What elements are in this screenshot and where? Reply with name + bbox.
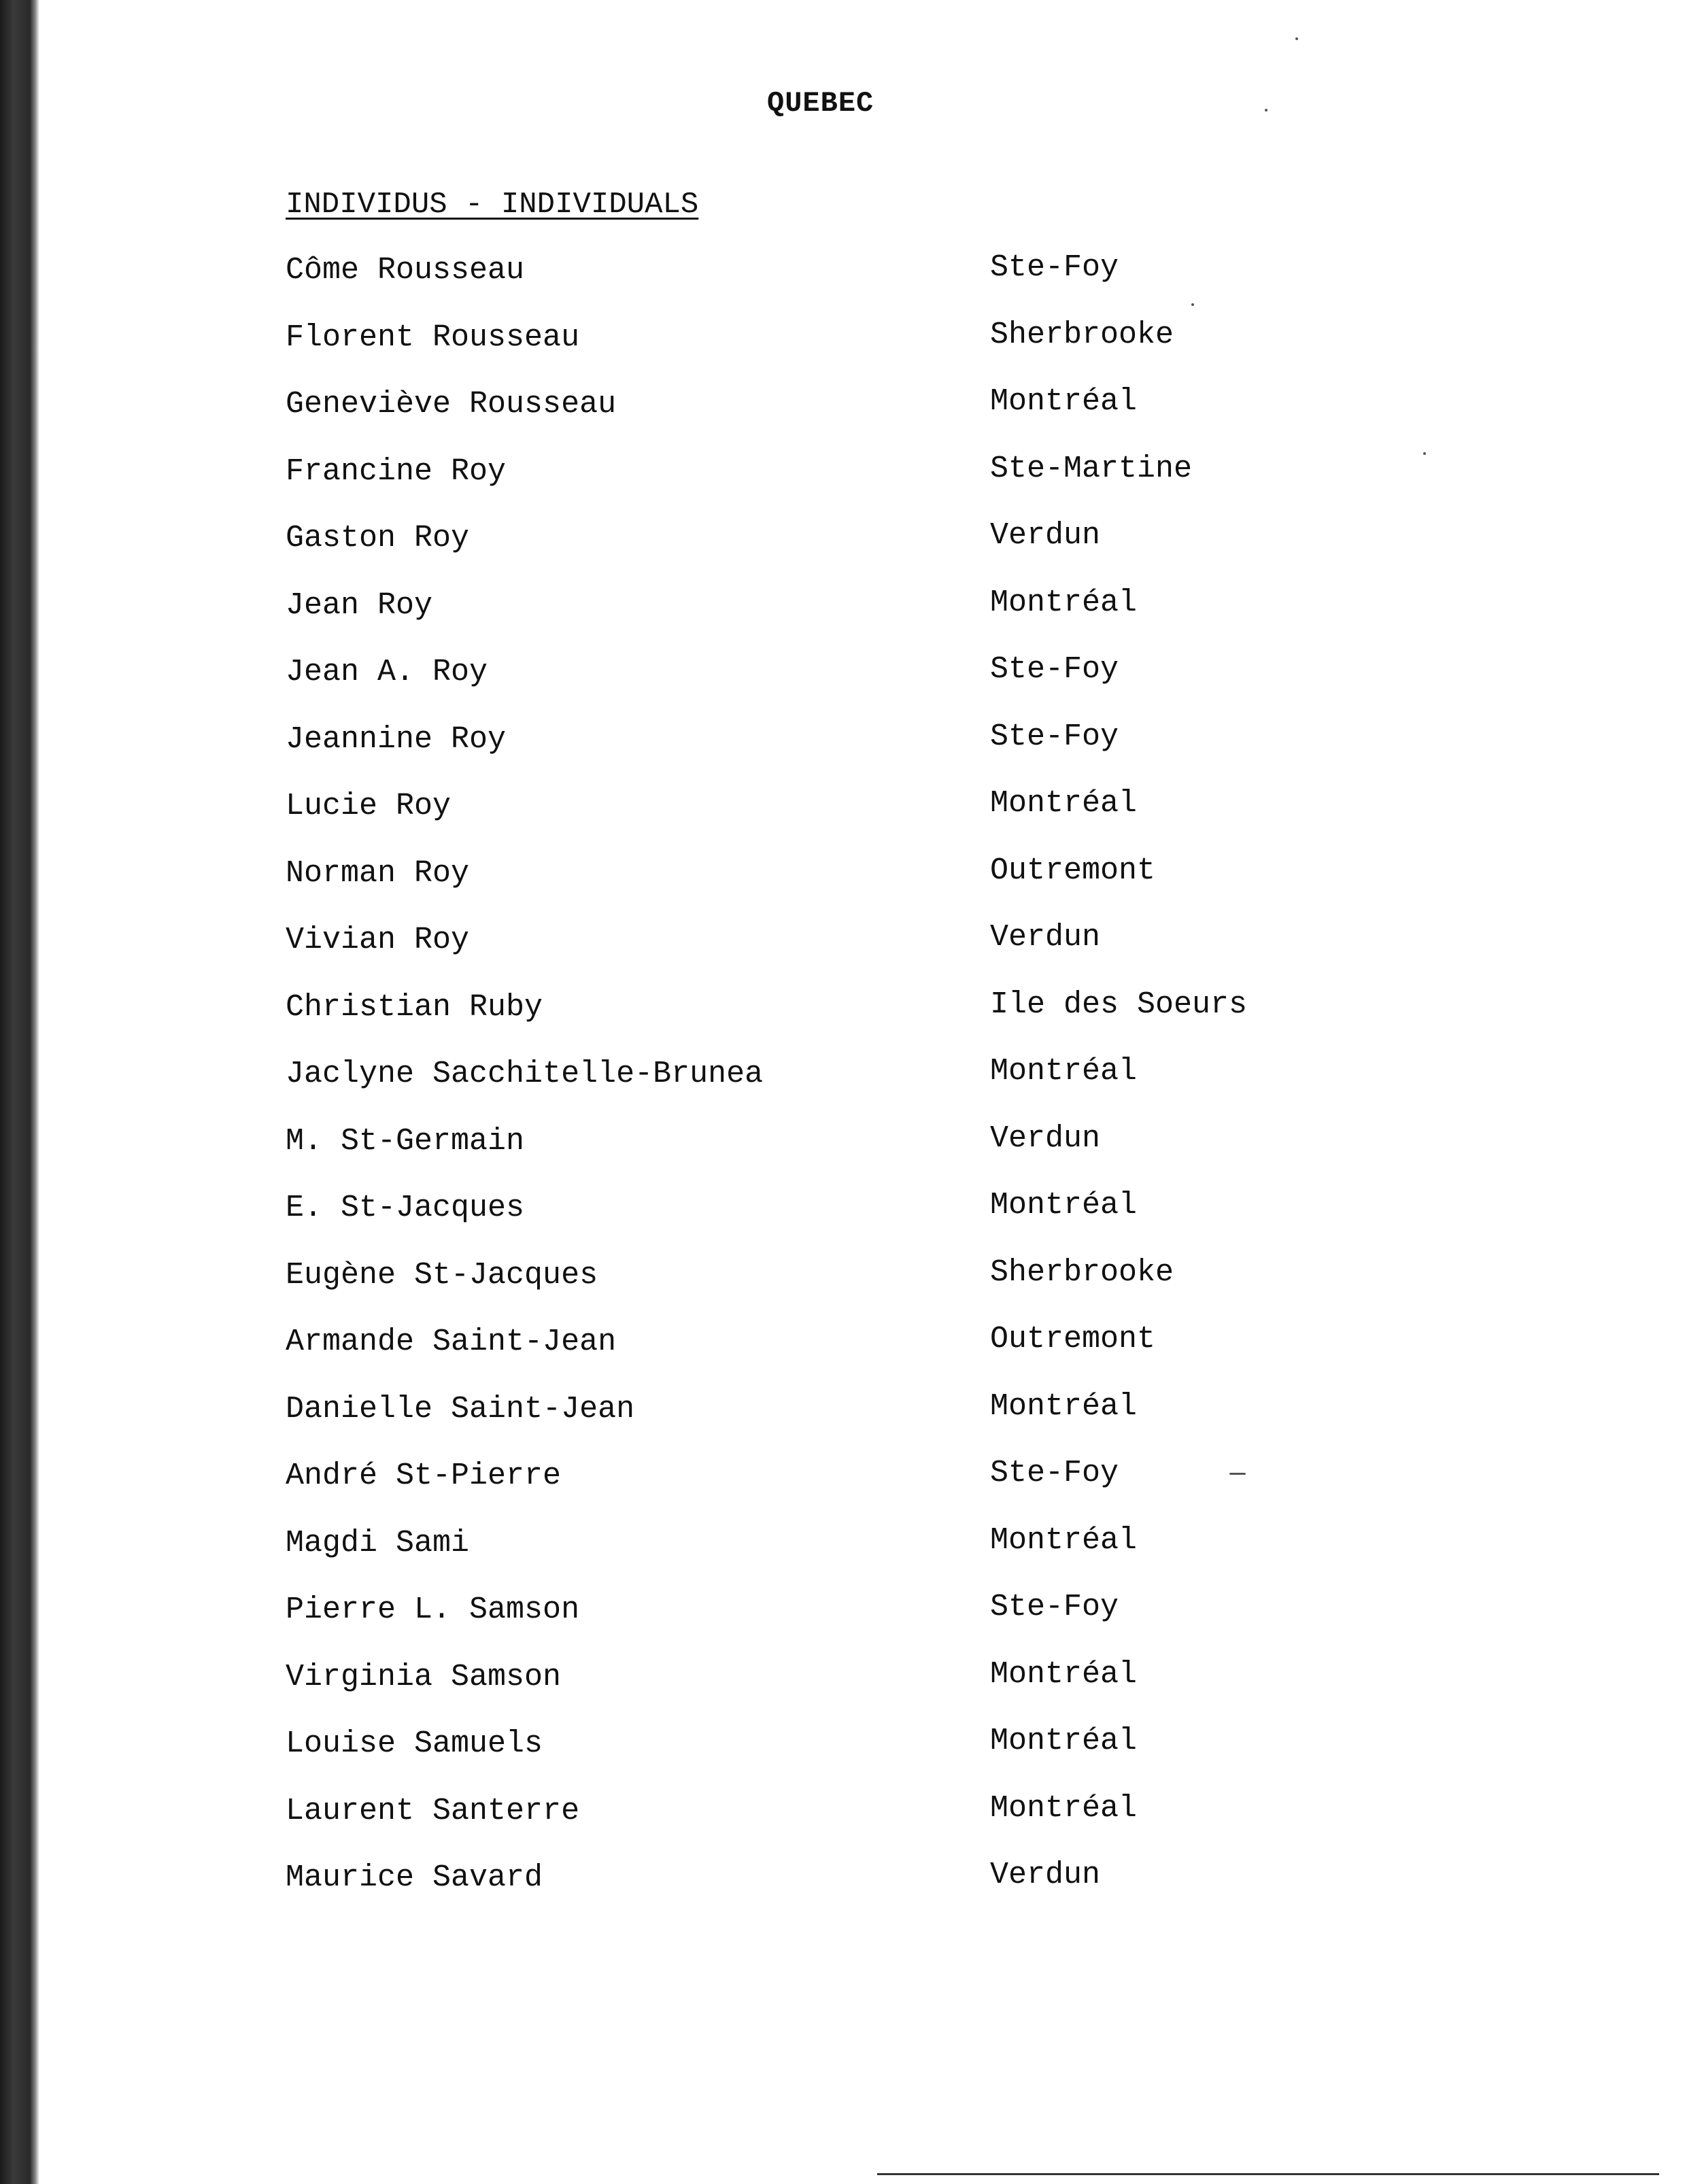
list-item xyxy=(286,1726,1374,1794)
individual-name: Florent Rousseau xyxy=(286,320,580,355)
individual-city: Verdun xyxy=(990,920,1101,955)
scan-margin-edge xyxy=(0,0,39,2184)
individual-name: Jean A. Roy xyxy=(286,655,488,689)
individual-name: Côme Rousseau xyxy=(286,253,525,288)
individual-name: André St-Pierre xyxy=(286,1458,562,1493)
individual-city: Ile des Soeurs xyxy=(990,987,1248,1022)
individual-city: Verdun xyxy=(990,1858,1101,1892)
list-item xyxy=(286,853,1374,923)
list-item xyxy=(286,652,1374,722)
individual-city: Ste-Foy xyxy=(990,652,1119,687)
scan-bottom-rule xyxy=(877,2173,1659,2175)
individual-city: Montréal xyxy=(990,786,1138,821)
list-item xyxy=(286,1592,1374,1660)
individual-city: Montréal xyxy=(990,384,1138,419)
individual-name: Louise Samuels xyxy=(286,1726,543,1761)
individual-city: Montréal xyxy=(990,1054,1138,1089)
individual-name: Jaclyne Sacchitelle-Brunea xyxy=(286,1057,764,1091)
individual-name: Magdi Sami xyxy=(286,1525,470,1560)
individual-name: Jeannine Roy xyxy=(286,721,507,757)
individual-city: Sherbrooke xyxy=(990,1255,1174,1290)
list-item xyxy=(286,1188,1374,1258)
list-item xyxy=(286,1054,1374,1124)
individual-name: Lucie Roy xyxy=(286,789,452,823)
individual-city: Ste-Foy xyxy=(990,719,1119,754)
individual-name: Christian Ruby xyxy=(286,989,543,1025)
individual-city: Verdun xyxy=(990,1121,1101,1156)
list-item xyxy=(286,1790,1374,1861)
individual-city: Montréal xyxy=(990,1790,1138,1826)
individual-name: Vivian Roy xyxy=(286,923,470,957)
individual-city: Ste-Foy xyxy=(990,250,1119,285)
individual-name: Laurent Santerre xyxy=(286,1793,580,1828)
individual-name: Eugène St-Jacques xyxy=(286,1257,598,1293)
individual-name: Gaston Roy xyxy=(286,521,470,556)
individual-name: Norman Roy xyxy=(286,855,470,891)
list-item xyxy=(286,1255,1374,1325)
section-heading: INDIVIDUS - INDIVIDUALS xyxy=(286,188,699,222)
individual-name: Geneviève Rousseau xyxy=(286,387,617,422)
list-item xyxy=(286,719,1374,789)
individual-city: Ste-Foy xyxy=(990,1456,1119,1490)
list-item xyxy=(286,250,1374,320)
individual-city: Outremont xyxy=(990,853,1156,888)
list-item xyxy=(286,585,1374,655)
individual-name: Maurice Savard xyxy=(286,1860,543,1895)
list-item xyxy=(286,1322,1374,1392)
list-item xyxy=(286,1522,1374,1593)
list-item xyxy=(286,987,1374,1057)
individual-city: Ste-Foy xyxy=(990,1590,1119,1624)
individual-city: Outremont xyxy=(990,1322,1156,1357)
list-item xyxy=(286,1458,1374,1526)
scan-speck xyxy=(1423,452,1426,455)
individual-name: Jean Roy xyxy=(286,587,433,623)
individuals-list xyxy=(286,250,1374,1928)
scan-speck xyxy=(1295,37,1298,40)
list-item xyxy=(286,384,1374,454)
individual-city: Montréal xyxy=(990,1656,1138,1692)
individual-city: Ste-Martine xyxy=(990,451,1193,486)
list-item xyxy=(286,317,1374,388)
page-title: QUEBEC xyxy=(767,87,874,120)
list-item xyxy=(286,1656,1374,1727)
scan-speck xyxy=(1265,109,1267,112)
individual-name: Francine Roy xyxy=(286,454,507,489)
list-item xyxy=(286,1388,1374,1459)
individual-name: Armande Saint-Jean xyxy=(286,1325,617,1359)
individual-city: Montréal xyxy=(990,1188,1138,1223)
individual-name: E. St-Jacques xyxy=(286,1191,525,1225)
list-item xyxy=(286,518,1374,588)
individual-city: Sherbrooke xyxy=(990,317,1174,352)
individual-city: Montréal xyxy=(990,585,1138,620)
individual-name: M. St-Germain xyxy=(286,1123,525,1159)
individual-name: Danielle Saint-Jean xyxy=(286,1391,635,1427)
individual-city: Montréal xyxy=(990,1724,1138,1758)
list-item xyxy=(286,451,1374,522)
list-item xyxy=(286,786,1374,856)
individual-name: Virginia Samson xyxy=(286,1659,562,1694)
individual-city: Verdun xyxy=(990,518,1101,553)
individual-city: Montréal xyxy=(990,1388,1138,1424)
individual-city: Montréal xyxy=(990,1522,1138,1558)
list-item xyxy=(286,1860,1374,1928)
individual-name: Pierre L. Samson xyxy=(286,1592,580,1627)
list-item xyxy=(286,1121,1374,1191)
list-item xyxy=(286,920,1374,990)
